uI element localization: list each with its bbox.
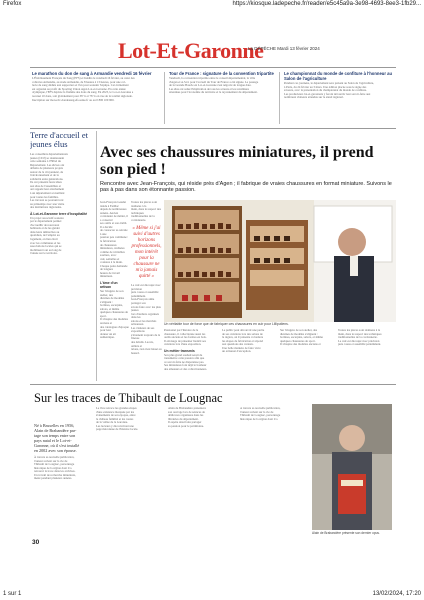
masthead-title: Lot-Et-Garonne: [118, 38, 264, 63]
article2-photo: [312, 404, 392, 530]
brief-tour-de-france: [167, 70, 277, 127]
article-photo: [164, 200, 396, 322]
author-photo-illustration: [312, 404, 392, 530]
brief-body: Vendredi, la convention tripartite entre le conseil départemental, la ville d'Agen et A.S.O. pour l'accueil du Tour de France a été signée. Le passage de la Grande Boucle en Lot-et-Garonne s'est négocié de longue date. Les élus ont salué l'implication de tous les acteurs et les retombées attendues pour l'économie du territoire et le rayonnement du département.: [169, 76, 259, 95]
masthead-divider: [30, 67, 396, 68]
brief-divider: [164, 72, 165, 124]
photo-caption: Un véritable tour de force que de fabriquer ces chaussures en cuir pour Lilliputiens.: [164, 322, 289, 326]
brief-title: Le marathon du don de sang à Armandie vendredi 16 février: [32, 71, 152, 76]
brief-title: Tour de France : signature de la convention tripartite: [169, 71, 274, 76]
brief-band: [30, 70, 396, 127]
sidebar-divider: [96, 131, 97, 381]
masthead-date: La DÉPÊCHE Mardi 13 février 2024: [248, 46, 320, 51]
browser-url[interactable]: https://kiosque.ladepeche.fr/reader/e5c45a9a-3e98-4693-8ee3-1fb29...: [232, 1, 421, 7]
brief-confiture: [282, 70, 396, 127]
article2-column-4: À travers sa nouvelle publication, l'auteur revient sur la vie de Thibault de Lougnac, personnage historique de la région dont il a: [240, 407, 281, 421]
article-column-5: Sur l'étagère de son atelier, des dizaines de modèles s'alignent : bottines, escarpins, sabots, et même quelques chaussures de sport. Il s'inspire des modèles anciens et: [280, 329, 323, 347]
article-standfirst: Rencontre avec Jean-François, qui réside près d'Agen ; il fabrique de vraies chaussures en format miniature. Suivons le pas à pas dans son étonnante passion.: [100, 181, 392, 194]
article2-headline: Sur les traces de Thibault de Lougnac: [34, 391, 223, 405]
article-column-2: Toutes les pièces sont réalisées à la main, dans le respect des techniques traditionnelles de la cordonnerie. « Même si j'ai suivi d'autres horizons professionnels, mon intérêt pour la chaussure ne m'a jamais quitté » Le cuir est découpé avec précision puis cousu et assemblé patiemment. Jean-François aime partager son savoir-faire avec les plus jeunes lors d'ateliers organisés dans les salons et les marchés artisanaux. Les visiteurs de ses expositions s'étonnent toujours de la finesse des détails. Lacets, œillets et talons, rien n'est laissé au hasard.: [131, 201, 162, 355]
print-page-count: 1 sur 1: [3, 591, 22, 597]
sidebar-subhead: À Lot-et-Garonne terre d'hospitalité: [30, 211, 88, 216]
sidebar-article: [30, 131, 94, 383]
article-column-4: Le public peut découvrir une partie de ses créations lors des salons de la région, où il présente volontiers les étapes de fabrication et répond aux questions des curieux. Une belle manière de faire vivre un artisanat d'exception.: [222, 329, 265, 354]
article-column-1: Jean-François Gaudet réside à Estillac depuis de nombreuses années. Ancien cordonnier de métier, il a conservé ses outils et son établi. Il a décidé de consacrer sa retraite à une passion peu commune : la fabrication de chaussures miniatures, réalisées comme de véritables souliers, avec cuir, semelles et coutures à la main. Chaque paire demande de longues heures de travail minutieux. L'âme d'un artisan Sur l'étagère de son atelier, des dizaines de modèles s'alignent : bottines, escarpins, sabots, et même quelques chaussures de sport. Il s'inspire des modèles anciens et des catalogues d'époque pour leur donner un air authentique.: [100, 201, 129, 340]
band-divider: [30, 128, 396, 129]
sidebar-body: Les conseillers départementaux jeunes (CDJ) se réunissaient cette semaine à l'Hôtel du Département. Les élèves ont débattu de plusieurs projets autour de la citoyenneté, de l'environnement et de la solidarité entre générations. Ils ont présenté leurs idées aux élus de l'assemblée et ont rappelé leur attachement à un département accueillant pour toutes les familles. Les travaux se poursuivront au printemps avec une visite des institutions régionales.: [30, 152, 68, 210]
brief-body: Pendant ces journées, le département sera présent au Salon de l'agriculture, à Paris, du 24 février au 3 mars. Une édition placée sous le signe des saveurs, avec la présentation du championnat du monde de confiture. Les producteurs lot-et-garonnais y feront découvrir leur savoir-faire aux nombreux visiteurs attendus sur le stand régional.: [284, 81, 375, 100]
sidebar-title: Terre d'accueil et jeunes élus: [30, 131, 89, 149]
brief-don-de-sang: [30, 70, 162, 127]
article2-column-3: Alain de Brabandère présentera son ouvrage lors de séances de dédicaces organisées dans les librairies du département. Il espère ainsi faire partager sa passion pour le patrimoine.: [168, 407, 206, 428]
article-subhead: Un métier transmis: [164, 348, 195, 353]
article-headline: Avec ses chaussures miniatures, il prend son pied !: [100, 144, 374, 178]
article-column-3: Passionné par l'histoire de la chaussure, il collectionne aussi les outils anciens et les formes en bois. Il envisage de présenter bientôt ses créations lors d'une exposition. Un métier transmis Son plus grand souhait serait de transmettre cette passion afin que ce savoir-faire ne disparaisse pas. Ses miniatures font déjà le bonheur des amateurs et des collectionneurs.: [164, 329, 219, 381]
browser-title: Firefox: [3, 1, 22, 7]
artisan-photo-illustration: [164, 200, 396, 322]
sidebar-body-2: Un projet associatif soutenu par le département permet d'accueillir de nouveaux habitants et de les guider dans leurs démarches au quotidien, de l'emploi au logement, en lien étroit avec les communes et les associations locales qui se mobilisent tout au long de l'année sur le territoire.: [30, 215, 64, 256]
article2-photo-caption: Alain de Brabandère présente son dernier opus.: [312, 531, 380, 535]
print-timestamp: 13/02/2024, 17:20: [372, 591, 421, 597]
brief-body: L'Établissement Français du Sang (EFS) et Inédits le vendredi 16 février, au cœur des collectes Armandie, au stade Armandie, de 8 heures à 13 heures, pour une col- lecte de sang dédiée aux supporters et l'un pour soutenir l'équipe. Cet événement est organisé au profit du Sporting Union Agen Lot-et-Garonne. En cette année olympique, l'EFS déploie la flamme des dons du sang. En 2023, le Lot-et-Garonne a recensé 10 dons, soit globalement pour 38 % et 78 % en vue de la totalité régionale. Inscription sur mon-rdv-dondesang.efs.sante.fr ou au 0 800 109 900.: [32, 76, 135, 102]
brief-divider: [279, 72, 280, 124]
pull-quote: « Même si j'ai suivi d'autres horizons professionnels, mon intérêt pour la chaussure ne m'a jamais quitté »: [131, 226, 162, 280]
article-subhead: L'âme d'un artisan: [100, 281, 118, 290]
article2-intro: Né à Bruxelles en 1956, Alain de Brabandère par- tage son temps entre son pays natal et le Lot-et- Garonne, où il s'est installé en 2002 avec son épouse. À travers sa nouvelle publication, l'auteur revient sur la vie de Thibault de Lougnac, personnage historique de la région dont il a retrouvé la trace dans les archives. Un travail de recherche minutieux, mené pendant plusieurs années.: [34, 423, 80, 481]
brief-title: Le championnat du monde de confiture à l'honneur au Salon de l'agriculture: [284, 71, 393, 81]
lower-divider: [30, 384, 396, 385]
page-number: 30: [32, 539, 40, 546]
article2-column-2: Le livre retrace les grandes étapes d'une existence marquée par les événements de son époque, entre le château familial et les routes de la vallée de la Garonne. Les lecteurs y découvriront une page méconnue de l'histoire locale.: [96, 407, 139, 432]
article-column-6: Toutes les pièces sont réalisées à la main, dans le respect des techniques traditionnelles de la cordonnerie. Le cuir est découpé avec précision puis cousu et assemblé patiemment.: [338, 329, 382, 347]
